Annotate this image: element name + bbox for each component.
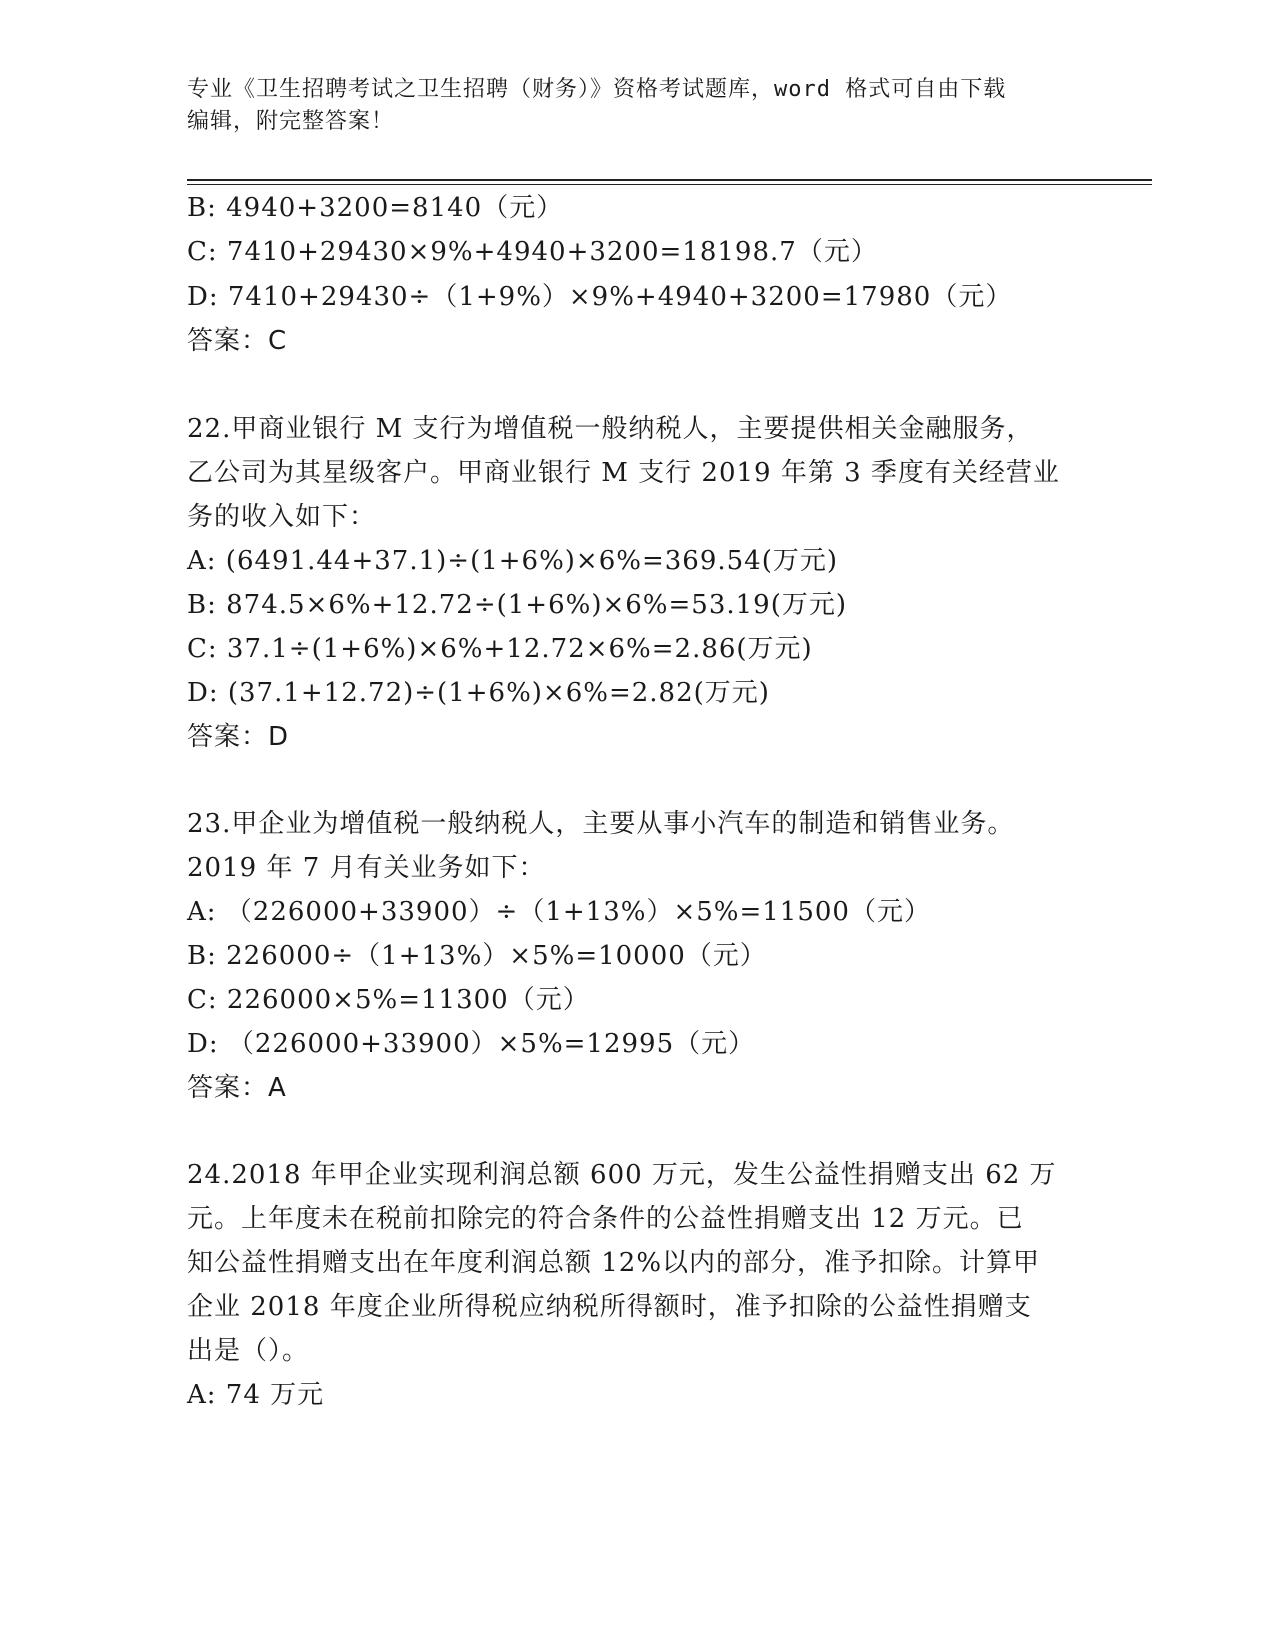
header-line-1: 专业《卫生招聘考试之卫生招聘（财务）》资格考试题库，word 格式可自由下载 — [187, 77, 1007, 102]
q24-stem-line-2: 元。上年度未在税前扣除完的符合条件的公益性捐赠支出 12 万元。已 — [187, 1204, 1024, 1234]
header-rule-thick — [187, 179, 1152, 181]
header-line-2: 编辑，附完整答案！ — [187, 109, 395, 134]
q23-answer: 答案：A — [187, 1073, 287, 1103]
q24-stem-line-3: 知公益性捐赠支出在年度利润总额 12%以内的部分，准予扣除。计算甲 — [187, 1248, 1041, 1278]
q24-stem-line-4: 企业 2018 年度企业所得税应纳税所得额时，准予扣除的公益性捐赠支 — [187, 1292, 1032, 1322]
q23-option-b: B: 226000÷（1+13%）×5%=10000（元） — [187, 941, 767, 971]
q23-option-d: D: （226000+33900）×5%=12995（元） — [187, 1029, 756, 1059]
q24-stem-line-5: 出是（）。 — [187, 1336, 310, 1366]
q24-option-a: A: 74 万元 — [187, 1380, 325, 1410]
q22-option-b: B: 874.5×6%+12.72÷(1+6%)×6%=53.19(万元) — [187, 590, 847, 620]
q21-option-b: B: 4940+3200=8140（元） — [187, 193, 564, 223]
q22-stem-line-3: 务的收入如下： — [187, 502, 377, 532]
q21-answer: 答案：C — [187, 326, 288, 356]
q22-stem-line-1: 22.甲商业银行 M 支行为增值税一般纳税人，主要提供相关金融服务， — [187, 414, 1034, 444]
q22-stem-line-2: 乙公司为其星级客户。甲商业银行 M 支行 2019 年第 3 季度有关经营业 — [187, 458, 1060, 488]
q23-option-c: C: 226000×5%=11300（元） — [187, 985, 590, 1015]
q21-option-d: D: 7410+29430÷（1+9%）×9%+4940+3200=17980（元） — [187, 282, 1013, 312]
q23-stem-line-1: 23.甲企业为增值税一般纳税人，主要从事小汽车的制造和销售业务。 — [187, 809, 1015, 839]
q22-option-c: C: 37.1÷(1+6%)×6%+12.72×6%=2.86(万元) — [187, 634, 813, 664]
q21-option-c: C: 7410+29430×9%+4940+3200=18198.7（元） — [187, 237, 878, 267]
q23-stem-line-2: 2019 年 7 月有关业务如下： — [187, 853, 546, 883]
q24-stem-line-1: 24.2018 年甲企业实现利润总额 600 万元，发生公益性捐赠支出 62 万 — [187, 1160, 1057, 1190]
q22-answer: 答案：D — [187, 722, 290, 752]
q23-option-a: A: （226000+33900）÷（1+13%）×5%=11500（元） — [187, 897, 931, 927]
q22-option-a: A: (6491.44+37.1)÷(1+6%)×6%=369.54(万元) — [187, 546, 839, 576]
q22-option-d: D: (37.1+12.72)÷(1+6%)×6%=2.82(万元) — [187, 678, 770, 708]
document-header — [187, 74, 1067, 138]
header-rule-thin — [187, 184, 1152, 185]
